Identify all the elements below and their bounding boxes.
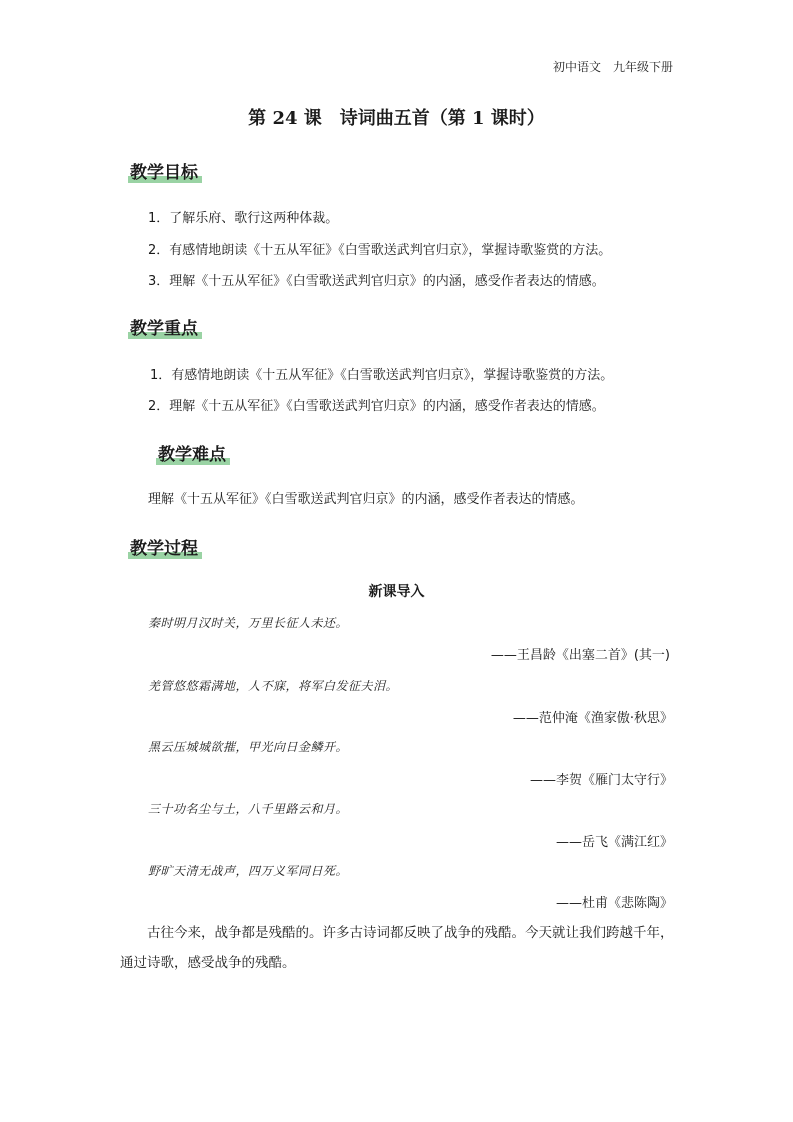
subheading-intro: 新课导入	[368, 584, 425, 600]
intro-paragraph: 古往今来，战争都是残酷的。许多古诗词都反映了战争的残酷。今天就让我们跨越千年，通过诗歌，感受战争的残酷。	[120, 925, 674, 971]
poem-line: 羌管悠悠霜满地，人不寐，将军白发征夫泪。	[148, 679, 399, 693]
goal-item: 2．有感情地朗读《十五从军征》《白雪歌送武判官归京》，掌握诗歌鉴赏的方法。	[148, 243, 612, 258]
section-heading-goals: 教学目标	[128, 162, 202, 184]
goal-item: 1．了解乐府、歌行这两种体裁。	[148, 211, 339, 226]
section-heading-key-points: 教学重点	[128, 318, 202, 340]
poem-source: ——范仲淹《渔家傲·秋思》	[512, 711, 673, 726]
poem-line: 三十功名尘与土，八千里路云和月。	[148, 802, 349, 816]
lesson-title: 第 24 课 诗词曲五首（第 1 课时）	[248, 108, 545, 129]
poem-line: 秦时明月汉时关，万里长征人未还。	[148, 616, 349, 630]
poem-source: ——杜甫《悲陈陶》	[555, 896, 673, 911]
section-heading-process: 教学过程	[128, 538, 202, 560]
section-heading-difficulties: 教学难点	[156, 444, 230, 466]
key-point-item: 2．理解《十五从军征》《白雪歌送武判官归京》的内涵，感受作者表达的情感。	[148, 399, 605, 414]
page-header: 初中语文 九年级下册	[552, 60, 673, 74]
poem-line: 黑云压城城欲摧，甲光向日金鳞开。	[148, 740, 349, 754]
poem-source: ——王昌龄《出塞二首》(其一)	[490, 648, 670, 663]
key-point-item: 1．有感情地朗读《十五从军征》《白雪歌送武判官归京》，掌握诗歌鉴赏的方法。	[150, 368, 614, 383]
goal-item: 3．理解《十五从军征》《白雪歌送武判官归京》的内涵，感受作者表达的情感。	[148, 274, 605, 289]
poem-source: ——岳飞《满江红》	[555, 835, 673, 850]
difficulty-text: 理解《十五从军征》《白雪歌送武判官归京》的内涵，感受作者表达的情感。	[148, 492, 584, 507]
poem-line: 野旷天清无战声，四万义军同日死。	[148, 864, 349, 878]
poem-source: ——李贺《雁门太守行》	[529, 773, 673, 788]
